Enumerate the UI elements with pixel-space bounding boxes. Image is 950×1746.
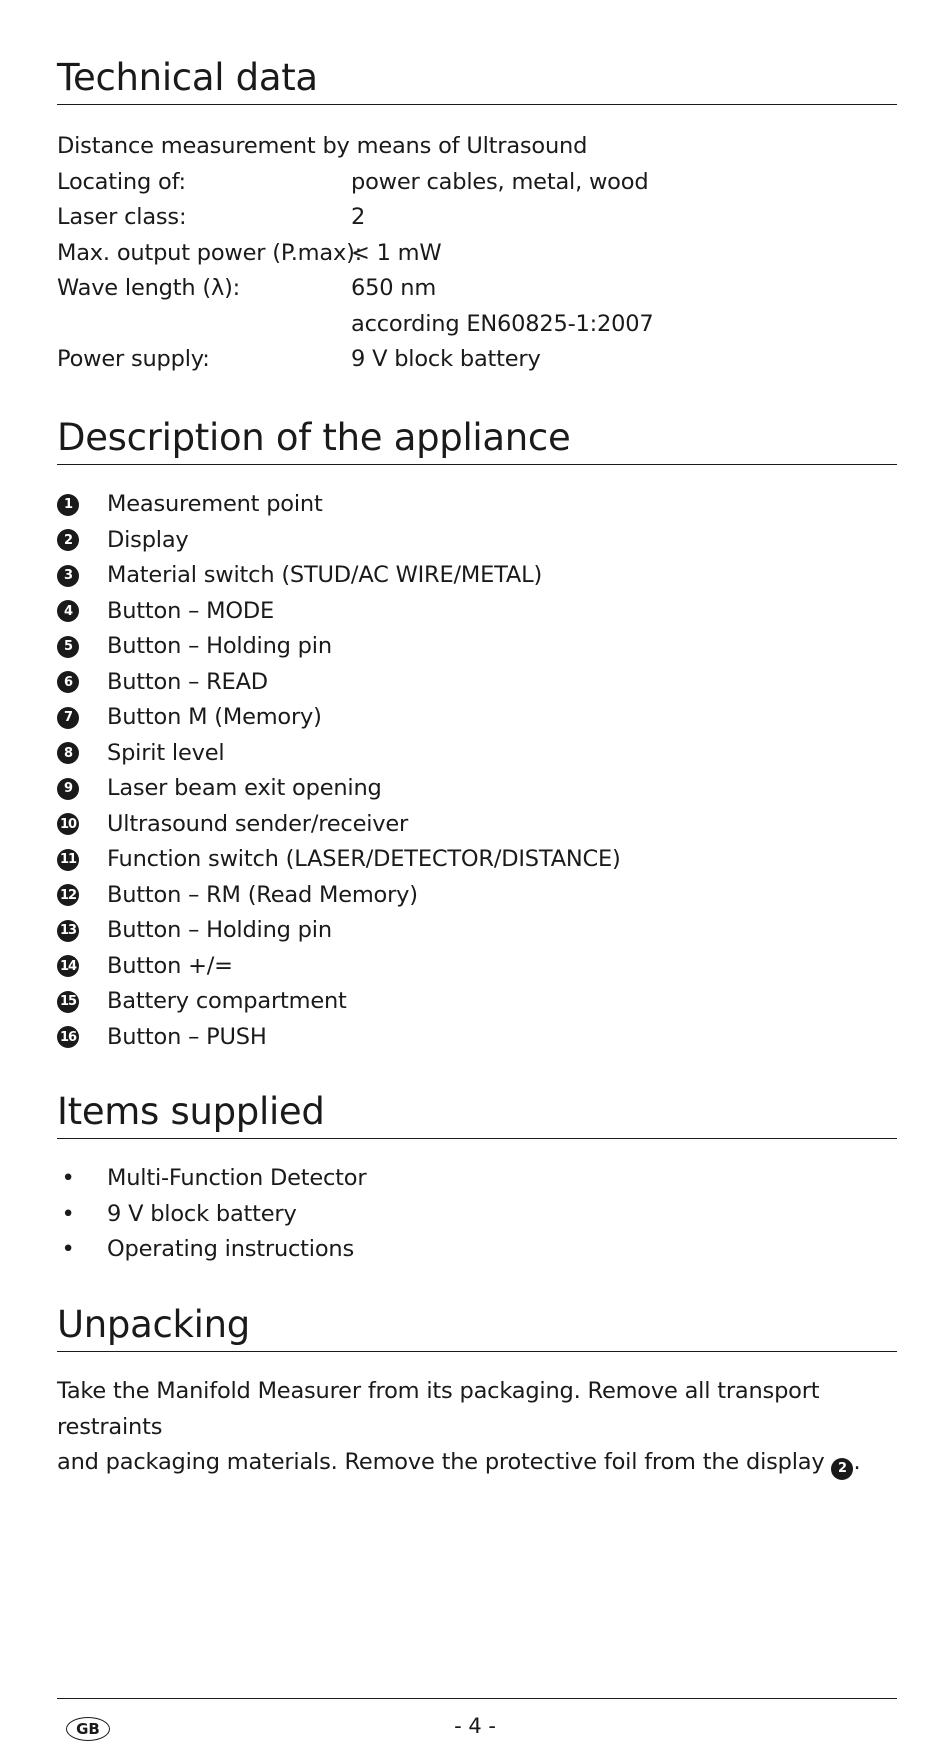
unpacking-line-2-end: . — [853, 1449, 861, 1475]
unpacking-line-2 — [57, 1445, 897, 1481]
part-label: Laser beam exit opening — [107, 775, 382, 801]
number-badge-icon: 15 — [57, 991, 79, 1013]
list-item — [57, 1161, 897, 1197]
number-badge-icon: 2 — [57, 529, 79, 551]
number-badge-icon: 2 — [831, 1458, 853, 1480]
number-badge-icon: 6 — [57, 671, 79, 693]
spec-label: Locating of: — [57, 168, 186, 195]
country-code-badge: GB — [66, 1717, 110, 1741]
list-item — [57, 736, 897, 772]
bullet-icon: • — [61, 1200, 75, 1227]
list-item — [57, 1020, 897, 1056]
supplied-item: Multi-Function Detector — [107, 1165, 367, 1191]
spec-label: Power supply: — [57, 346, 210, 372]
part-label: Button +/= — [107, 952, 233, 979]
number-badge-icon: 1 — [57, 494, 79, 516]
spec-value: power cables, metal, wood — [351, 168, 649, 195]
number-badge-icon: 12 — [57, 884, 79, 906]
unpacking-heading: Unpacking — [57, 1303, 897, 1352]
spec-row — [57, 271, 897, 307]
list-item — [57, 594, 897, 630]
technical-data-body — [57, 129, 897, 378]
part-label: Button – RM (Read Memory) — [107, 881, 418, 908]
spec-value: 2 — [351, 204, 366, 230]
number-badge-icon: 5 — [57, 636, 79, 658]
technical-data-heading: Technical data — [57, 56, 897, 105]
unpacking-line-2-text: and packaging materials. Remove the protective foil from the display — [57, 1449, 825, 1475]
supplied-list — [57, 1161, 897, 1268]
supplied-item: Operating instructions — [107, 1236, 355, 1262]
technical-intro: Distance measurement by means of Ultrasound — [57, 133, 588, 159]
part-label: Measurement point — [107, 491, 323, 517]
list-item — [57, 629, 897, 665]
parts-list — [57, 487, 897, 1055]
list-item — [57, 700, 897, 736]
number-badge-icon: 7 — [57, 707, 79, 729]
part-label: Button – Holding pin — [107, 633, 332, 659]
list-item — [57, 984, 897, 1020]
unpacking-paragraph — [57, 1374, 897, 1481]
unpacking-section — [57, 1303, 897, 1481]
part-label: Button M (Memory) — [107, 704, 322, 730]
number-badge-icon: 16 — [57, 1026, 79, 1048]
number-badge-icon: 11 — [57, 849, 79, 871]
number-badge-icon: 14 — [57, 955, 79, 977]
list-item — [57, 558, 897, 594]
list-item — [57, 771, 897, 807]
list-item — [57, 878, 897, 914]
spec-label: Laser class: — [57, 204, 187, 230]
part-label: Battery compartment — [107, 988, 347, 1014]
page-number: - 4 - — [454, 1714, 496, 1738]
description-heading: Description of the appliance — [57, 416, 897, 465]
list-item — [57, 1197, 897, 1233]
spec-label — [57, 307, 351, 343]
spec-value: < 1 mW — [351, 239, 442, 266]
part-label: Function switch (LASER/DETECTOR/DISTANCE) — [107, 846, 621, 872]
part-label: Button – MODE — [107, 597, 274, 624]
description-section — [57, 416, 897, 1055]
part-label: Button – Holding pin — [107, 917, 332, 943]
unpacking-line-1: Take the Manifold Measurer from its packaging. Remove all transport restraints — [57, 1378, 820, 1440]
list-item — [57, 487, 897, 523]
part-label: Button – READ — [107, 668, 268, 695]
part-label: Spirit level — [107, 739, 225, 766]
spec-value: 9 V block battery — [351, 346, 541, 372]
list-item — [57, 949, 897, 985]
number-badge-icon: 8 — [57, 742, 79, 764]
bullet-icon: • — [61, 1236, 75, 1262]
spec-label: Max. output power (P.max): — [57, 239, 363, 266]
spec-row — [57, 236, 897, 272]
number-badge-icon: 4 — [57, 600, 79, 622]
spec-row — [57, 307, 897, 343]
supplied-item: 9 V block battery — [107, 1200, 297, 1227]
spec-row — [57, 200, 897, 236]
list-item — [57, 1232, 897, 1268]
footer-divider — [57, 1698, 897, 1699]
list-item — [57, 842, 897, 878]
number-badge-icon: 3 — [57, 565, 79, 587]
items-supplied-section — [57, 1090, 897, 1268]
list-item — [57, 807, 897, 843]
spec-label: Wave length (λ): — [57, 275, 241, 301]
list-item — [57, 665, 897, 701]
number-badge-icon: 9 — [57, 778, 79, 800]
part-label: Button – PUSH — [107, 1023, 267, 1050]
part-label: Ultrasound sender/receiver — [107, 810, 409, 837]
list-item — [57, 523, 897, 559]
spec-row — [57, 342, 897, 378]
spec-row — [57, 165, 897, 201]
technical-data-section — [57, 56, 897, 378]
items-supplied-heading: Items supplied — [57, 1090, 897, 1139]
part-label: Material switch (STUD/AC WIRE/METAL) — [107, 562, 543, 588]
part-label: Display — [107, 526, 189, 553]
spec-value: according EN60825-1:2007 — [351, 310, 654, 337]
list-item — [57, 913, 897, 949]
spec-value: 650 nm — [351, 275, 437, 301]
number-badge-icon: 10 — [57, 813, 79, 835]
bullet-icon: • — [61, 1165, 75, 1191]
number-badge-icon: 13 — [57, 920, 79, 942]
